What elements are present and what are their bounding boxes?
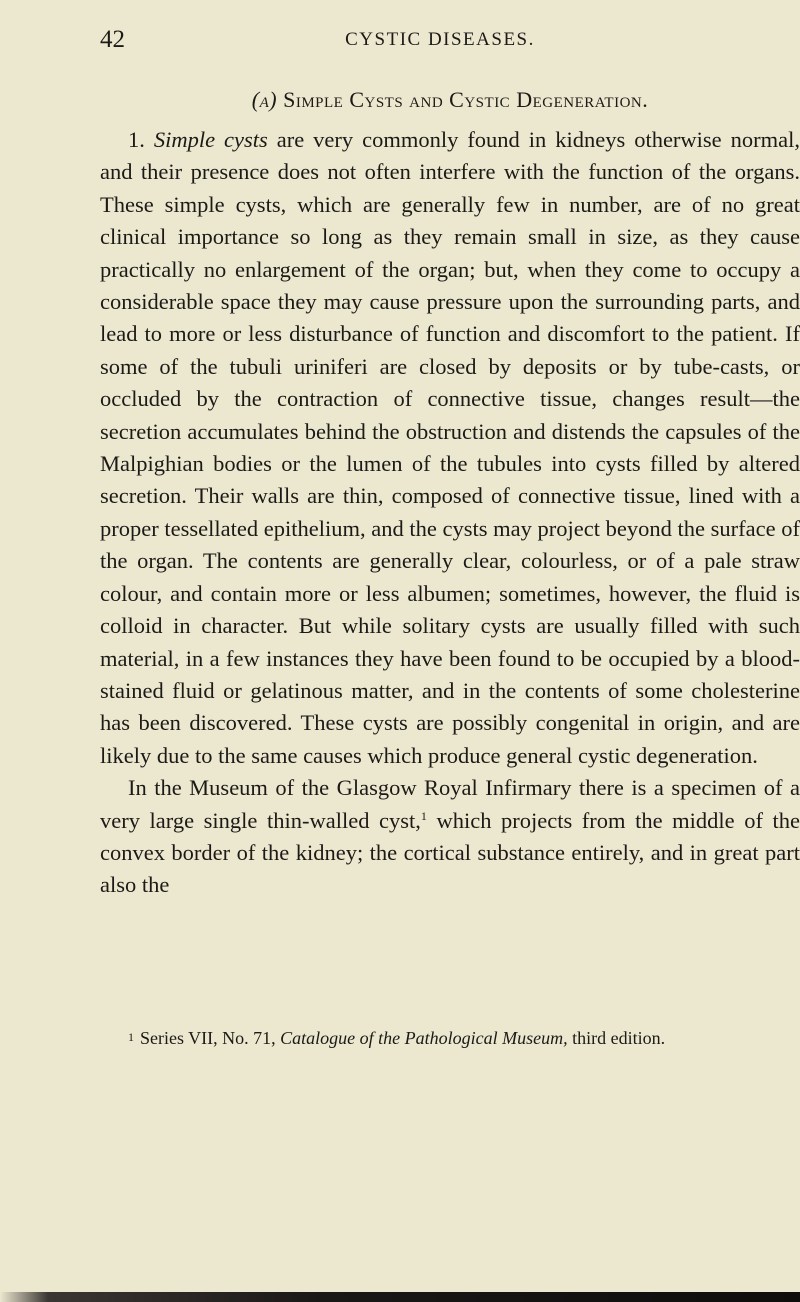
footnote — [100, 1021, 800, 1054]
section-label: (a) — [251, 87, 278, 112]
footnote-citation: Catalogue of the Pathological Museum, — [280, 1028, 568, 1048]
section-heading — [100, 87, 800, 113]
footnote-text — [100, 1021, 800, 1054]
paragraph-number: 1. — [128, 127, 145, 152]
running-title: CYSTIC DISEASES. — [345, 29, 535, 50]
paragraph-text: In the Museum of the Glasgow Royal Infirmary there is a specimen of a very large single thin-walled cyst, — [100, 775, 800, 833]
paragraph — [100, 124, 800, 772]
book-page — [100, 0, 800, 1302]
paragraph-lead: Simple cysts — [153, 127, 268, 152]
footnote-mark: 1 — [128, 1030, 134, 1044]
paragraph — [100, 772, 800, 902]
running-head — [100, 26, 780, 56]
body-text — [100, 124, 800, 902]
footnote-reference: 1 — [420, 808, 427, 823]
paragraph-text: which projects from the middle of the convex border of the kidney; the cortical substance entirely, and in great part also the — [100, 807, 800, 898]
section-title: Simple Cysts and Cystic Degeneration. — [283, 87, 649, 112]
paragraph-text: are very commonly found in kidneys otherwise normal, and their presence does not often interfere with the function of the organs. These simple cysts, which are generally few in number, are of no great clinical importance so long as they remain small in size, as they cause practically no enlargement of the organ; but, when they come to occupy a considerable space they may cause pressure upon the surrounding parts, and lead to more or less disturbance of function and discomfort to the patient. If some of the tubuli uriniferi are closed by deposits or by tube-casts, or occluded by the contraction of connective tissue, changes result—the secretion accumulates behind the obstruction and distends the capsules of the Malpighian bodies or the lumen of the tubules into cysts filled by altered secretion. Their walls are thin, composed of connective tissue, lined with a proper tessellated epithelium, and the cysts may project beyond the surface of the organ. The contents are generally clear, colourless, or of a pale straw colour, and contain more or less albumen; sometimes, however, the fluid is colloid in character. But while solitary cysts are usually filled with such material, in a few instances they have been found to be occupied by a blood-stained fluid or gelatinous matter, and in the contents of some cholesterine has been discovered. These cysts are possibly congenital in origin, and are likely due to the same causes which produce general cystic degeneration. — [100, 127, 800, 768]
page-number: 42 — [100, 26, 125, 53]
page-edge-shadow — [0, 1292, 800, 1302]
footnote-edition: third edition. — [567, 1028, 666, 1048]
footnote-source: Series VII, No. 71, — [140, 1028, 281, 1048]
